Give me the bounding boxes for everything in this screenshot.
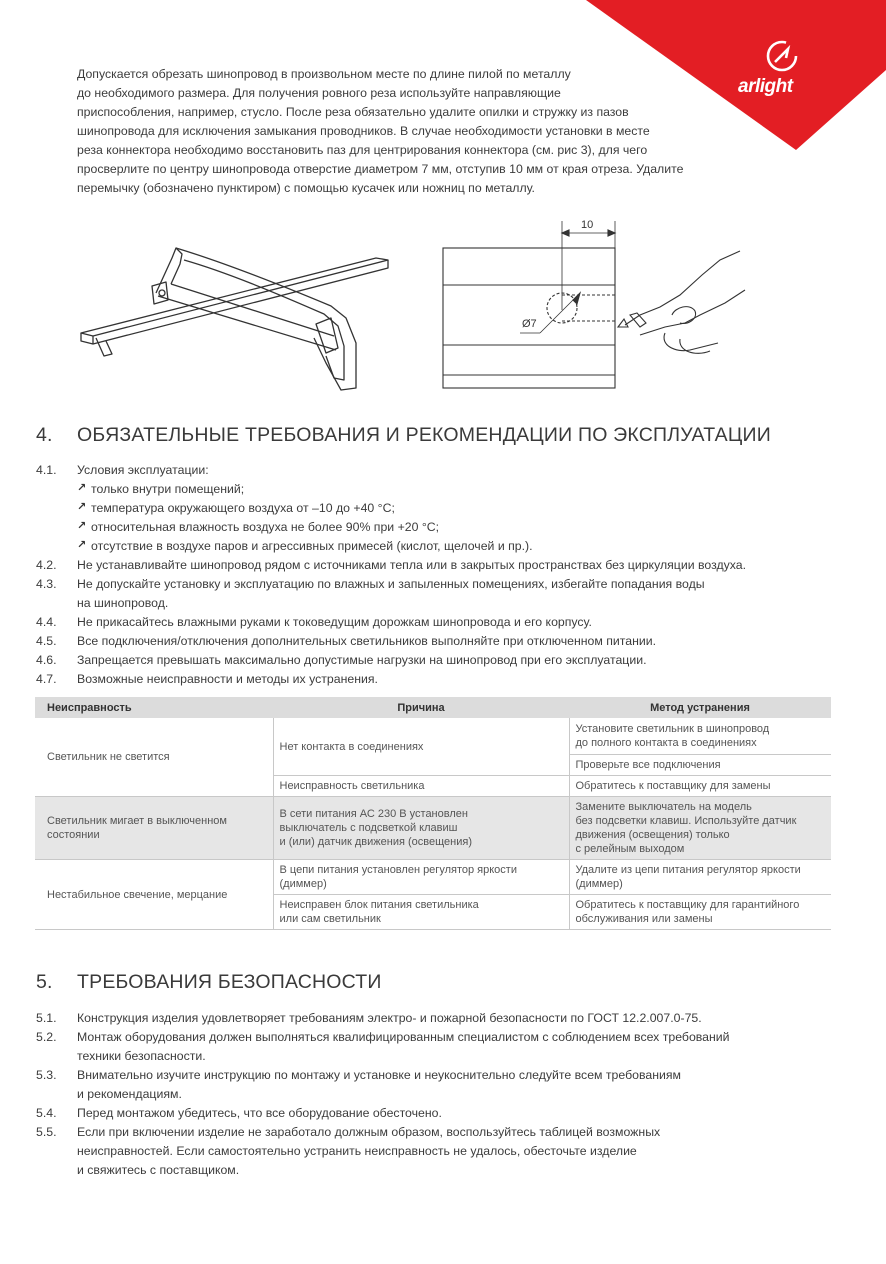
list-item (36, 670, 836, 689)
table-header-row (35, 697, 831, 718)
item-number: 4.7. (36, 672, 57, 686)
item-number: 5.3. (36, 1068, 57, 1082)
item-text: Не устанавливайте шинопровод рядом с источниками тепла или в закрытых пространствах без циркуляции воздуха. (77, 558, 747, 572)
list-item (36, 556, 836, 575)
fault-cell: Светильник мигает в выключенном состоянии (35, 797, 273, 860)
item-text: Не допускайте установку и эксплуатацию по влажных и запыленных помещениях, избегайте попадания воды на шинопровод. (77, 577, 705, 610)
intro-line: Допускается обрезать шинопровод в произвольном месте по длине пилой по металлу (77, 67, 571, 81)
arrow-bullet-icon: ↗ (77, 539, 87, 551)
diameter-label: Ø7 (522, 318, 537, 330)
arrow-bullet-icon: ↗ (77, 501, 87, 513)
item-text: Не прикасайтесь влажными руками к токоведущим дорожкам шинопровода и его корпусу. (77, 615, 592, 629)
section-4-list (36, 461, 836, 689)
list-item (36, 1009, 836, 1028)
fix-cell: Обратитесь к поставщику для гарантийного обслуживания или замены (569, 895, 831, 930)
fix-cell: Проверьте все подключения (569, 755, 831, 776)
intro-line: до необходимого размера. Для получения ровного реза используйте направляющие (77, 86, 561, 100)
list-item (36, 1066, 836, 1104)
section-number: 5. (36, 971, 53, 993)
intro-line: просверлите по центру шинопровода отверстие диаметром 7 мм, отступив 10 мм от края отреза. Удалите (77, 162, 684, 176)
fault-cell: Светильник не светится (35, 718, 273, 797)
faults-table (35, 697, 831, 930)
arrow-bullet-icon: ↗ (77, 520, 87, 532)
list-item (36, 1104, 836, 1123)
section-title: ТРЕБОВАНИЯ БЕЗОПАСНОСТИ (77, 971, 382, 993)
bullet-item (36, 518, 836, 537)
list-item (36, 651, 836, 670)
brand-logo: arlight (738, 76, 793, 97)
item-number: 4.4. (36, 615, 57, 629)
item-number: 4.1. (36, 463, 57, 477)
table-row (35, 797, 831, 860)
hacksaw-illustration (76, 238, 396, 393)
list-item (36, 632, 836, 651)
list-item (36, 461, 836, 480)
item-text: Перед монтажом убедитесь, что все оборудование обесточено. (77, 1106, 442, 1120)
item-text: Все подключения/отключения дополнительных светильников выполняйте при отключенном питании. (77, 634, 657, 648)
item-number: 5.4. (36, 1106, 57, 1120)
bullet-item (36, 480, 836, 499)
header-fault: Неисправность (35, 697, 273, 718)
bullet-text: температура окружающего воздуха от –10 до +40 °С; (91, 501, 395, 515)
item-text: Возможные неисправности и методы их устранения. (77, 672, 378, 686)
bullet-item (36, 499, 836, 518)
item-text: Внимательно изучите инструкцию по монтажу и установке и неукоснительно следуйте всем требованиям и рекомендациям. (77, 1068, 681, 1101)
section-number: 4. (36, 424, 53, 446)
section-5-heading (36, 971, 382, 994)
item-number: 5.2. (36, 1030, 57, 1044)
bullet-text: относительная влажность воздуха не более 90% при +20 °С; (91, 520, 440, 534)
item-text: Запрещается превышать максимально допустимые нагрузки на шинопровод при его эксплуатации. (77, 653, 647, 667)
fix-cell: Удалите из цепи питания регулятор яркости (диммер) (569, 860, 831, 895)
header-cause: Причина (273, 697, 569, 718)
section-title: ОБЯЗАТЕЛЬНЫЕ ТРЕБОВАНИЯ И РЕКОМЕНДАЦИИ ПО ЭКСПЛУАТАЦИИ (77, 424, 771, 446)
item-number: 5.1. (36, 1011, 57, 1025)
item-text: Если при включении изделие не заработало должным образом, воспользуйтесь таблицей возможных неисправностей. Если самостоятельно устранить неисправность не удалось, обесточьте изделие и свяжитесь с поставщиком. (77, 1125, 661, 1177)
list-item (36, 1123, 836, 1180)
fix-cell: Установите светильник в шинопровод до полного контакта в соединениях (569, 718, 831, 755)
list-item (36, 1028, 836, 1066)
cause-cell: В сети питания АС 230 В установлен выключатель с подсветкой клавиш и (или) датчик движения (освещения) (273, 797, 569, 860)
intro-line: приспособления, например, стусло. После реза обязательно удалите опилки и стружку из пазов (77, 105, 629, 119)
bullet-text: отсутствие в воздухе паров и агрессивных примесей (кислот, щелочей и пр.). (91, 539, 533, 553)
bullet-item (36, 537, 836, 556)
item-text: Монтаж оборудования должен выполняться квалифицированным специалистом с соблюдением всех требований техники безопасности. (77, 1030, 730, 1063)
cause-cell: Нет контакта в соединениях (273, 718, 569, 776)
section-5-list (36, 1009, 836, 1180)
dimension-label: 10 (581, 219, 594, 231)
section-4-heading (36, 424, 771, 447)
cause-cell: Неисправен блок питания светильника или сам светильник (273, 895, 569, 930)
fix-cell: Обратитесь к поставщику для замены (569, 776, 831, 797)
list-item (36, 575, 836, 613)
item-text: Условия эксплуатации: (77, 463, 209, 477)
drilling-diagram (440, 215, 750, 395)
table-row (35, 860, 831, 895)
item-number: 4.2. (36, 558, 57, 572)
logo-icon (764, 38, 800, 74)
item-number: 4.3. (36, 577, 57, 591)
item-number: 4.5. (36, 634, 57, 648)
fix-cell: Замените выключатель на модель без подсветки клавиш. Используйте датчик движения (освещения) только с релейным выходом (569, 797, 831, 860)
item-number: 4.6. (36, 653, 57, 667)
intro-line: реза коннектора необходимо восстановить паз для центрирования коннектора (см. рис 3), для чего (77, 143, 648, 157)
intro-paragraph (77, 65, 737, 198)
intro-line: перемычку (обозначено пунктиром) с помощью кусачек или ножниц по металлу. (77, 181, 535, 195)
bullet-text: только внутри помещений; (91, 482, 245, 496)
fault-cell: Нестабильное свечение, мерцание (35, 860, 273, 930)
cause-cell: Неисправность светильника (273, 776, 569, 797)
arrow-bullet-icon: ↗ (77, 482, 87, 494)
header-fix: Метод устранения (569, 697, 831, 718)
table-row (35, 718, 831, 755)
intro-line: шинопровода для исключения замыкания проводников. В случае необходимости установки в месте (77, 124, 650, 138)
item-number: 5.5. (36, 1125, 57, 1139)
item-text: Конструкция изделия удовлетворяет требованиям электро- и пожарной безопасности по ГОСТ 12.2.007.0-75. (77, 1011, 702, 1025)
list-item (36, 613, 836, 632)
cause-cell: В цепи питания установлен регулятор яркости (диммер) (273, 860, 569, 895)
